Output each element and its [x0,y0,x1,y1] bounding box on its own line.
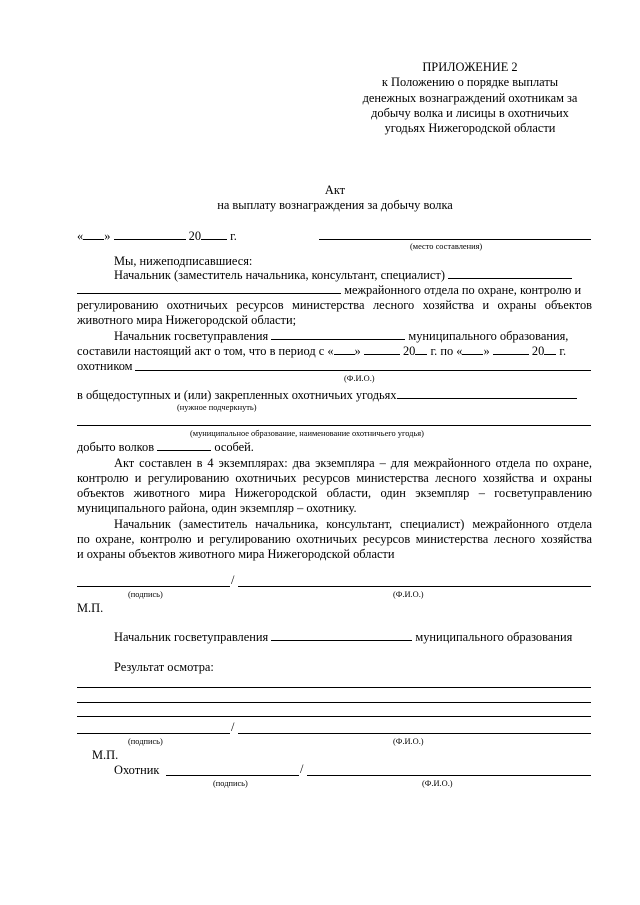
vet-line: Начальник госветуправления муниципального образования, [114,329,569,343]
fio-line-2[interactable] [238,733,591,734]
signature-line-2[interactable] [77,733,230,734]
period-year-2[interactable] [544,344,556,355]
department-blank[interactable] [77,283,341,294]
vet-blank[interactable] [271,329,405,340]
hunter-label: охотником [77,359,133,373]
chief-blank[interactable] [448,268,572,279]
signature-slash-2: / [231,720,235,734]
sign-text-line-2: по охране, контролю и регулированию охотничьих ресурсов министерства лесного хозяйства [77,532,592,546]
sign-text-line-3: и охраны объектов животного мира Нижегородской области [77,547,395,561]
stamp-1: М.П. [77,601,104,615]
chief-line-2: межрайонного отдела по охране, контролю и [77,283,581,298]
fio-line-1[interactable] [238,586,591,587]
signature-caption-1: (подпись) [128,590,163,599]
hunter-fio-line[interactable] [307,775,591,776]
month-blank[interactable] [114,229,186,240]
day-blank[interactable] [83,229,104,240]
municipal-caption: (муниципальное образование, наименование охотничьего угодья) [190,429,424,438]
period-month-2[interactable] [493,344,529,355]
appendix-title: ПРИЛОЖЕНИЕ 2 [422,60,518,74]
period-day-2[interactable] [462,344,483,355]
period-day-1[interactable] [334,344,355,355]
hunter-signature-line[interactable] [166,775,299,776]
period-line: составили настоящий акт о том, что в период с « » 20 г. по « » 20 г. [77,344,567,358]
grounds-blank[interactable] [397,388,577,399]
signature-line-1[interactable] [77,586,230,587]
vet-sign-blank[interactable] [271,630,412,641]
fio-caption-1: (Ф.И.О.) [393,590,424,599]
appendix-line-1: к Положению о порядке выплаты [381,75,559,89]
period-year-1[interactable] [415,344,427,355]
place-line[interactable] [319,239,591,240]
municipal-line[interactable] [77,425,591,426]
wolves-line: добыто волков особей. [77,440,254,454]
fio-caption-2: (Ф.И.О.) [393,737,424,746]
hunter-fio-caption: (Ф.И.О.) [344,374,375,383]
appendix-line-4: угодьях Нижегородской области [384,121,556,135]
copies-line-2: контролю и регулированию охотничьих ресурсов министерства лесного хозяйства и охраны [77,471,592,485]
signature-caption-2: (подпись) [128,737,163,746]
hunter-fio-sign-caption: (Ф.И.О.) [422,779,453,788]
underline-caption: (нужное подчеркнуть) [177,403,257,412]
appendix-line-3: добычу волка и лисицы в охотничьих [371,106,569,120]
signature-slash-1: / [231,573,235,587]
wolves-count-blank[interactable] [157,440,211,451]
chief-line-4: животного мира Нижегородской области; [77,313,297,327]
inspection-label: Результат осмотра: [114,660,214,674]
hunter-sign-label: Охотник [114,763,160,777]
inspection-line-2[interactable] [77,702,591,703]
vet-sign-line: Начальник госветуправления муниципального образования [114,630,573,644]
stamp-2: М.П. [92,748,119,762]
chief-line-3: регулированию охотничьих ресурсов министерства лесного хозяйства и охраны объектов [77,298,592,312]
period-month-1[interactable] [364,344,400,355]
copies-line-4: муниципального района, один экземпляр – охотнику. [77,501,357,515]
inspection-line-1[interactable] [77,687,591,688]
chief-line-1: Начальник (заместитель начальника, консультант, специалист) [114,268,572,283]
appendix-line-2: денежных вознаграждений охотникам за [362,91,578,105]
hunter-signature-caption: (подпись) [213,779,248,788]
copies-line-3: объектов животного мира Нижегородской области, один экземпляр – госветуправлению [77,486,592,500]
place-caption: (место составления) [410,242,483,251]
hunter-name-line[interactable] [135,370,591,371]
date-line: « » 20 г. [77,229,237,243]
sign-text-line-1: Начальник (заместитель начальника, консультант, специалист) межрайонного отдела [114,517,592,531]
hunter-slash: / [300,762,304,776]
grounds-line: в общедоступных и (или) закрепленных охотничьих угодьях [77,388,577,403]
copies-line-1: Акт составлен в 4 экземплярах: два экземпляра – для межрайонного отдела по охране, [114,456,592,470]
intro-text: Мы, нижеподписавшиеся: [114,254,253,268]
act-subtitle: на выплату вознаграждения за добычу волка [217,198,453,212]
inspection-line-3[interactable] [77,716,591,717]
act-title: Акт [324,183,346,197]
year-blank[interactable] [201,229,227,240]
